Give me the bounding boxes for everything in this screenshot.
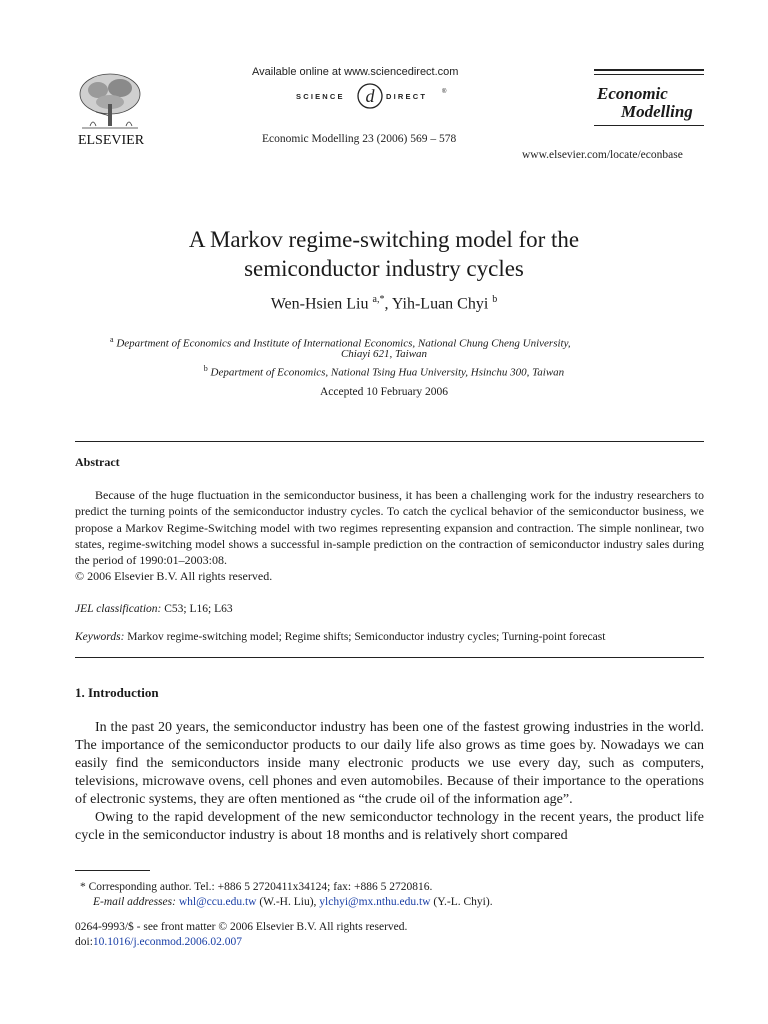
- author-1[interactable]: Wen-Hsien Liu: [270, 295, 369, 313]
- footnote-star: *: [80, 881, 86, 893]
- keywords-label: Keywords:: [75, 631, 125, 643]
- authors: [84, 294, 684, 313]
- journal-rule-bottom: [594, 125, 704, 126]
- registered-mark: ®: [442, 89, 447, 95]
- email-link-chyi[interactable]: ylchyi@mx.nthu.edu.tw: [319, 896, 431, 908]
- author-2[interactable]: Yih-Luan Chyi: [391, 295, 489, 313]
- intro-paragraph-2: Owing to the rapid development of the new semiconductor technology in the recent years, the product life cycle in the semiconductor industry is about 18 months and is relatively short compared: [75, 810, 704, 843]
- email-owner-chyi: (Y.-L. Chyi).: [430, 896, 493, 908]
- article-title-line1: A Markov regime-switching model for the: [188, 227, 580, 252]
- keywords-list: Markov regime-switching model; Regime shifts; Semiconductor industry cycles; Turning-point forecast: [124, 631, 606, 643]
- available-online-text: Available online at www.sciencedirect.com: [252, 66, 459, 78]
- section-heading-introduction: 1. Introduction: [75, 685, 159, 700]
- doi-link[interactable]: 10.1016/j.econmod.2006.02.007: [92, 936, 243, 948]
- footnote-corresponding-text: Corresponding author. Tel.: +886 5 2720411x34124; fax: +886 5 2720816.: [85, 881, 433, 893]
- affiliation-b: [84, 361, 684, 381]
- article-title-line2: semiconductor industry cycles: [244, 256, 524, 281]
- sd-left-word: SCIENCE: [296, 92, 345, 101]
- abstract-copyright: © 2006 Elsevier B.V. All rights reserved.: [75, 569, 273, 584]
- jel-label: JEL classification:: [75, 603, 162, 615]
- doi-label: doi:: [75, 936, 93, 948]
- intro-paragraph-1: In the past 20 years, the semiconductor industry has been one of the fastest growing industries in the world. The importance of the semiconductor products to our daily life also grows as time goes by. Nowadays we can easily find the semiconductors inside many electronic products we use every day, such as computers, televisions, microwave ovens, cell phones and even automobiles. Because of their importance to the operations of electronic systems, they are often mentioned as “the crude oil of the information age”.: [75, 720, 704, 807]
- journal-name-line1: Economic: [597, 84, 668, 103]
- abstract-rule-bottom: [75, 657, 704, 658]
- elsevier-logo: [68, 68, 154, 148]
- footnote-corresponding: [80, 880, 432, 895]
- affiliation-a-line1: Department of Economics and Institute of International Economics, National Chung Cheng University,: [116, 337, 571, 350]
- abstract-body: [75, 487, 704, 585]
- abstract-text: Because of the huge fluctuation in the semiconductor business, it has been a challenging work for the industry researchers to predict the turning points of the semiconductor industry cycles. To catch the cyclical behavior of the semiconductor business, we propose a Markov Regime-Switching model with two regimes representing expansion and contraction. The simple nonlinear, two states, regime-switching model shows a successful in-sample prediction on the contraction of semiconductor industry sales during the period of 1990:01–2003:08.: [75, 488, 704, 568]
- issn-line: 0264-9993/$ - see front matter © 2006 Elsevier B.V. All rights reserved.: [75, 921, 408, 933]
- jel-codes: C53; L16; L63: [161, 603, 233, 615]
- publisher-name: ELSEVIER: [77, 133, 145, 148]
- sciencedirect-logo: [296, 82, 456, 112]
- author-2-affil-mark[interactable]: b: [492, 294, 498, 305]
- affiliation-a-mark: a: [110, 335, 114, 344]
- author-1-affil-mark[interactable]: a,*: [372, 294, 385, 305]
- abstract-heading: Abstract: [75, 455, 120, 469]
- affiliation-b-mark: b: [203, 364, 208, 373]
- introduction-body: [75, 719, 704, 845]
- svg-text:d: d: [365, 86, 375, 106]
- journal-name-line2: Modelling: [621, 102, 693, 121]
- journal-citation: Economic Modelling 23 (2006) 569 – 578: [262, 133, 457, 145]
- author-separator: ,: [384, 295, 392, 313]
- front-matter: [75, 920, 407, 950]
- accepted-date: Accepted 10 February 2006: [319, 386, 449, 398]
- email-owner-liu: (W.-H. Liu),: [256, 896, 320, 908]
- sd-right-word: DIRECT: [386, 92, 428, 101]
- abstract-rule-top: [75, 441, 704, 442]
- doi-line: [75, 935, 407, 950]
- journal-rule-top: [594, 69, 704, 71]
- footnote-rule: [75, 870, 150, 871]
- jel-classification: [75, 603, 233, 615]
- email-link-liu[interactable]: whl@ccu.edu.tw: [178, 896, 257, 908]
- article-title: [84, 225, 684, 283]
- email-label: E-mail addresses:: [93, 896, 176, 908]
- sciencedirect-at-icon: [356, 82, 384, 110]
- affiliation-a-line2: Chiayi 621, Taiwan: [340, 348, 428, 360]
- keywords: [75, 631, 605, 643]
- footnote-emails: [93, 895, 493, 910]
- journal-url-link[interactable]: www.elsevier.com/locate/econbase: [522, 149, 683, 161]
- journal-rule-top-thin: [594, 74, 704, 75]
- affiliation-b-text: Department of Economics, National Tsing Hua University, Hsinchu 300, Taiwan: [210, 366, 565, 379]
- elsevier-tree-icon: [68, 68, 154, 148]
